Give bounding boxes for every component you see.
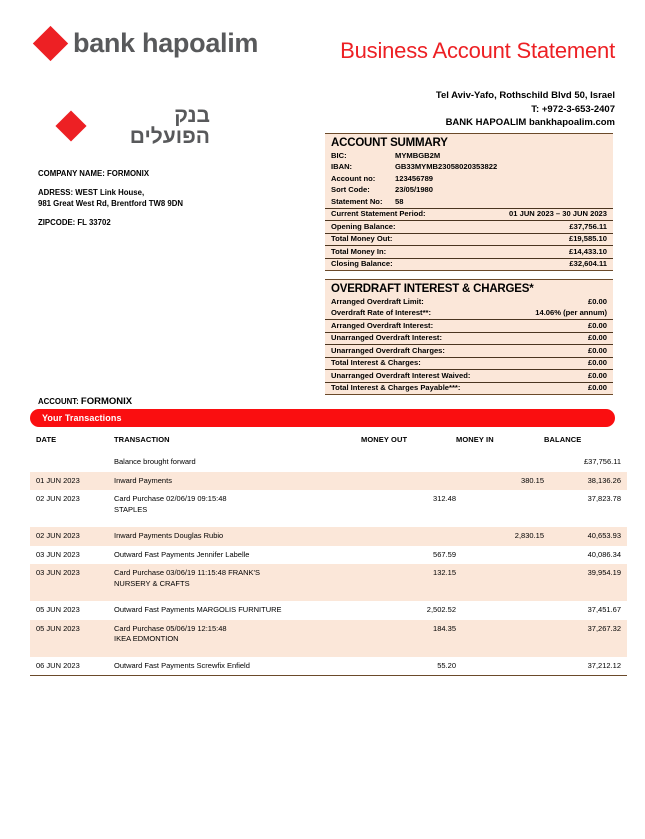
overdraft-charge-value: £0.00 xyxy=(587,370,607,380)
transaction-description: Outward Fast Payments Screwfix Enfield xyxy=(114,660,250,670)
balance-row-value: 01 JUN 2023 – 30 JUN 2023 xyxy=(509,209,607,218)
overdraft-row xyxy=(325,308,613,320)
overdraft-charge-row xyxy=(325,369,613,382)
transaction-description: Card Purchase 05/06/19 12:15:48 xyxy=(114,623,227,633)
account-summary-balance-row xyxy=(325,208,613,221)
customer-address-line-1: ADRESS: WEST Link House, xyxy=(38,188,145,197)
account-summary-row-label: Sort Code: xyxy=(331,185,370,194)
account-summary-row xyxy=(325,173,613,185)
cell-date: 03 JUN 2023 xyxy=(30,564,114,601)
table-row[interactable] xyxy=(30,490,627,527)
cell-date: 05 JUN 2023 xyxy=(36,605,80,614)
cell-balance: 37,212.12 xyxy=(544,657,627,676)
table-row[interactable] xyxy=(30,472,627,491)
cell-balance: 40,086.34 xyxy=(587,549,621,559)
balance-row-label: Total Money Out: xyxy=(331,234,393,243)
cell-money-out: 132.15 xyxy=(361,564,456,601)
customer-details-block xyxy=(38,168,183,228)
diamond-logo-icon xyxy=(33,26,68,61)
account-summary-row xyxy=(325,162,613,174)
cell-transaction xyxy=(114,490,361,527)
balance-row-value: £14,433.10 xyxy=(568,246,607,256)
cell-date: 05 JUN 2023 xyxy=(30,620,114,657)
cell-balance: £37,756.11 xyxy=(584,457,621,466)
spacer xyxy=(38,179,183,187)
account-name: FORMONIX xyxy=(80,396,133,407)
cell-transaction xyxy=(114,472,361,491)
table-row[interactable] xyxy=(30,527,627,546)
overdraft-charge-label: Total Interest & Charges: xyxy=(331,358,421,367)
cell-transaction xyxy=(114,546,361,565)
cell-money-out: 55.20 xyxy=(361,657,456,676)
cell-money-out xyxy=(361,453,456,472)
page-title: Business Account Statement xyxy=(340,38,615,63)
column-header-transaction: TRANSACTION xyxy=(114,435,170,444)
cell-money-in: 2,830.15 xyxy=(456,527,544,546)
cell-date: 03 JUN 2023 xyxy=(36,549,80,559)
overdraft-row-label: Overdraft Rate of Interest**: xyxy=(331,308,432,317)
transaction-description: Card Purchase 02/06/19 09:15:48 xyxy=(114,494,227,503)
cell-transaction xyxy=(114,453,361,472)
customer-address-line-2: 981 Great West Rd, Brentford TW8 9DN xyxy=(38,199,183,208)
balance-row-label: Closing Balance: xyxy=(331,259,393,268)
cell-money-in: 380.15 xyxy=(456,472,544,491)
overdraft-summary-box xyxy=(325,279,613,395)
account-label: ACCOUNT: xyxy=(38,397,79,406)
transactions-table-head xyxy=(30,433,627,453)
account-summary-row-label: BIC: xyxy=(331,150,347,160)
cell-transaction xyxy=(114,657,361,676)
account-summary-row-label: IBAN: xyxy=(331,162,353,171)
overdraft-charge-value: £0.00 xyxy=(587,320,607,330)
table-row[interactable] xyxy=(30,546,627,565)
spacer xyxy=(38,209,183,217)
cell-money-out: 184.35 xyxy=(361,620,456,657)
account-summary-row-value: GB33MYMB23058020353822 xyxy=(395,162,498,171)
bank-website-line: BANK HAPOALIM bankhapoalim.com xyxy=(445,117,615,128)
cell-money-out: 2,502.52 xyxy=(426,605,456,614)
cell-balance: 37,451.67 xyxy=(587,605,621,614)
transaction-description: Inward Payments xyxy=(114,475,172,485)
cell-date: 06 JUN 2023 xyxy=(30,657,114,676)
cell-transaction xyxy=(114,564,361,601)
overdraft-charge-row xyxy=(325,382,613,395)
table-row[interactable] xyxy=(30,620,627,657)
cell-balance: 39,954.19 xyxy=(544,564,627,601)
cell-money-out: 567.59 xyxy=(433,549,456,559)
bank-address-line-1: Tel Aviv-Yafo, Rothschild Blvd 50, Israel xyxy=(435,90,615,101)
balance-row-value: £32,604.11 xyxy=(569,259,607,268)
overdraft-charge-value: £0.00 xyxy=(587,358,607,367)
cell-date: 02 JUN 2023 xyxy=(30,527,114,546)
account-summary-identifiers xyxy=(325,150,613,208)
account-summary-row xyxy=(325,150,613,162)
cell-money-in xyxy=(456,657,544,676)
cell-money-in xyxy=(456,601,544,620)
transaction-description: Card Purchase 03/06/19 11:15:48 FRANK'S xyxy=(114,568,260,577)
cell-balance: 37,823.78 xyxy=(587,494,621,503)
overdraft-charge-row xyxy=(325,332,613,345)
cell-date: 02 JUN 2023 xyxy=(36,494,80,503)
account-summary-balance-row xyxy=(325,258,613,271)
column-header-balance: BALANCE xyxy=(544,435,582,444)
account-summary-row xyxy=(325,185,613,197)
account-summary-box xyxy=(325,133,613,271)
overdraft-charge-row xyxy=(325,344,613,357)
overdraft-charge-label: Unarranged Overdraft Interest Waived: xyxy=(331,370,471,380)
account-summary-row-value: 58 xyxy=(395,196,404,206)
overdraft-summary-title: OVERDRAFT INTEREST & CHARGES* xyxy=(331,283,534,295)
transaction-description: Balance brought forward xyxy=(114,457,196,466)
transaction-description-line-2: IKEA EDMONTION xyxy=(114,634,179,643)
cell-balance: 40,653.93 xyxy=(544,527,627,546)
cell-money-out xyxy=(361,527,456,546)
account-summary-balances xyxy=(325,208,613,271)
overdraft-charge-label: Arranged Overdraft Interest: xyxy=(331,320,434,330)
cell-transaction xyxy=(114,620,361,657)
transactions-header-row xyxy=(30,433,627,453)
cell-balance: 37,267.32 xyxy=(544,620,627,657)
account-summary-row xyxy=(325,196,613,208)
column-header-money-in: MONEY IN xyxy=(456,435,494,444)
transactions-table xyxy=(30,433,627,676)
overdraft-charge-row xyxy=(325,357,613,370)
overdraft-charge-value: £0.00 xyxy=(587,333,607,342)
cell-balance: 38,136.26 xyxy=(544,472,627,491)
transactions-account-line xyxy=(38,396,132,407)
balance-row-label: Current Statement Period: xyxy=(331,209,426,218)
overdraft-plain-rows xyxy=(325,296,613,319)
account-summary-balance-row xyxy=(325,233,613,246)
overdraft-charge-label: Unarranged Overdraft Interest: xyxy=(331,333,442,342)
bank-phone-line: T: +972-3-653-2407 xyxy=(531,103,615,115)
bank-name-english: bank hapoalim xyxy=(73,28,259,58)
table-row[interactable] xyxy=(30,657,627,676)
table-row[interactable] xyxy=(30,601,627,620)
overdraft-row xyxy=(325,296,613,308)
table-row[interactable] xyxy=(30,453,627,472)
account-summary-row-value: 123456789 xyxy=(395,173,434,183)
cell-money-in xyxy=(456,490,544,527)
transaction-description: Outward Fast Payments MARGOLIS FURNITURE xyxy=(114,605,282,614)
bank-name-hebrew: בנק הפועלים xyxy=(129,104,210,148)
transaction-description: Inward Payments Douglas Rubio xyxy=(114,531,224,540)
cell-money-in xyxy=(456,564,544,601)
account-summary-row-label: Account no: xyxy=(331,173,376,183)
overdraft-charge-value: £0.00 xyxy=(587,383,607,392)
table-row[interactable] xyxy=(30,564,627,601)
overdraft-charge-row xyxy=(325,319,613,332)
balance-row-label: Opening Balance: xyxy=(331,221,396,231)
cell-date xyxy=(30,453,114,472)
bank-logo-english xyxy=(38,30,258,57)
diamond-logo-icon-hebrew xyxy=(55,110,86,141)
account-summary-row-value: 23/05/1980 xyxy=(395,185,434,194)
account-summary-balance-row xyxy=(325,245,613,258)
transaction-description-line-2: STAPLES xyxy=(114,504,148,514)
cell-date: 01 JUN 2023 xyxy=(30,472,114,491)
cell-money-in xyxy=(456,546,544,565)
your-transactions-banner: Your Transactions xyxy=(30,409,615,427)
transactions-table-body xyxy=(30,453,627,676)
account-summary-balance-row xyxy=(325,220,613,233)
overdraft-charge-label: Total Interest & Charges Payable***: xyxy=(331,383,461,392)
overdraft-charge-label: Unarranged Overdraft Charges: xyxy=(331,345,445,355)
column-header-date: DATE xyxy=(36,435,57,444)
balance-row-label: Total Money In: xyxy=(331,246,387,256)
account-summary-row-label: Statement No: xyxy=(331,196,383,206)
cell-money-out: 312.48 xyxy=(433,494,456,503)
cell-transaction xyxy=(114,601,361,620)
overdraft-row-label: Arranged Overdraft Limit: xyxy=(331,296,424,306)
balance-row-value: £19,585.10 xyxy=(568,234,607,243)
transaction-description: Outward Fast Payments Jennifer Labelle xyxy=(114,549,250,559)
account-summary-title: ACCOUNT SUMMARY xyxy=(331,137,448,149)
account-summary-row-value: MYMBGB2M xyxy=(395,150,441,160)
cell-transaction xyxy=(114,527,361,546)
customer-company-name: COMPANY NAME: FORMONIX xyxy=(38,169,150,178)
overdraft-charge-value: £0.00 xyxy=(587,345,607,355)
cell-money-in xyxy=(456,453,544,472)
cell-money-out xyxy=(361,472,456,491)
cell-money-in xyxy=(456,620,544,657)
bank-address-block xyxy=(436,89,615,130)
balance-row-value: £37,756.11 xyxy=(569,221,607,231)
bank-logo-hebrew xyxy=(60,105,210,147)
transaction-description-line-2: NURSERY & CRAFTS xyxy=(114,578,190,588)
customer-zipcode: ZIPCODE: FL 33702 xyxy=(38,218,111,227)
column-header-money-out: MONEY OUT xyxy=(361,435,408,444)
overdraft-row-value: 14.06% (per annum) xyxy=(535,308,607,317)
overdraft-row-value: £0.00 xyxy=(587,296,607,306)
overdraft-ruled-rows xyxy=(325,319,613,394)
